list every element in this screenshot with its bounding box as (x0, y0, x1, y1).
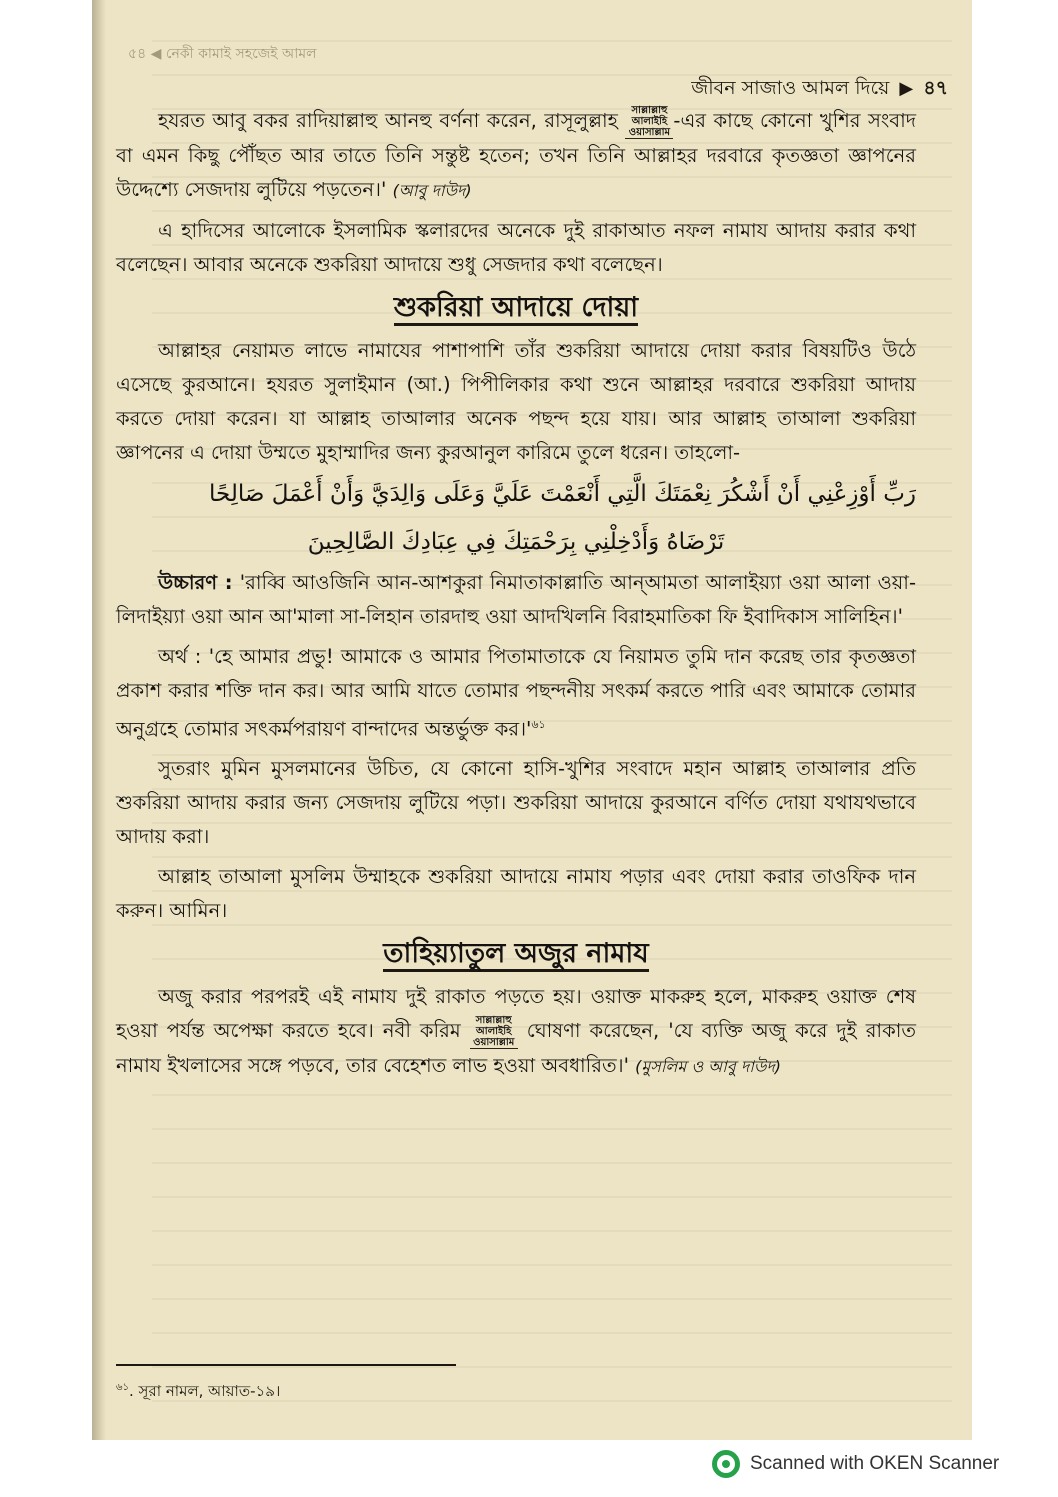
honorific-icon: সাল্লাল্লাহু আলাইহি ওয়াসাল্লাম (625, 105, 673, 139)
paragraph-text: অজু করার পরপরই এই নামায দুই রাকাত পড়তে হয়। ওয়াক্ত মাকরুহ হলে, মাকরুহ ওয়াক্ত শেষ হওয়া পর্যন্ত অপেক্ষা করতে হবে। নবী করিম (116, 985, 916, 1042)
pronunciation-text: 'রাব্বি আওজিনি আন-আশকুরা নিমাতাকাল্লাতি আন্‌আমতা আলাইয়্যা ওয়া আলা ওয়া-লিদাইয়্যা ওয়া আন আ'মালা সা-লিহান তারদাহু ওয়া আদখিলনি বিরাহমাতিকা ফি ইবাদিকাস সালিহিন।' (116, 570, 916, 628)
scanner-watermark (712, 1448, 999, 1480)
book-page (92, 0, 972, 1440)
paragraph-conclusion: সুতরাং মুমিন মুসলমানের উচিত, যে কোনো হাসি-খুশির সংবাদে মহান আল্লাহ তাআলার প্রতি শুকরিয়া আদায় করার জন্য সেজদায় লুটিয়ে পড়া। শুকরিয়া আদায়ে কুরআনে বর্ণিত দোয়া যথাযথভাবে আদায় করা। (116, 757, 916, 848)
paragraph-prayer: আল্লাহ তাআলা মুসলিম উম্মাহকে শুকরিয়া আদায়ে নামায পড়ার এবং দোয়া করার তাওফিক দান করুন। আমিন। (116, 865, 916, 922)
paragraph-wudu (116, 980, 916, 1084)
page-number: ৪৭ (923, 77, 948, 99)
paragraph-text: ঘোষণা করেছেন, 'যে ব্যক্তি অজু করে দুই রাকাত নামায ইখলাসের সঙ্গে পড়বে, তার বেহেশত লাভ হওয়া অবধারিত।' (116, 1019, 917, 1077)
page-gutter-shadow (92, 0, 106, 1440)
footnote-marker: ৬১ (531, 717, 546, 731)
paragraph-meaning (116, 640, 916, 747)
arrow-icon: ▶ (899, 78, 914, 99)
scanner-watermark-text: Scanned with OKEN Scanner (750, 1453, 1000, 1474)
paragraph-text: হযরত আবু বকর রাদিয়াল্লাহু আনহু বর্ণনা করেন, রাসূলুল্লাহ (158, 109, 618, 132)
pronunciation-label: উচ্চারণ : (158, 570, 233, 594)
arabic-verse-line-2: تَرْضَاهُ وَأَدْخِلْنِي بِرَحْمَتِكَ فِي عِبَادِكَ الصَّالِحِينَ (307, 528, 725, 555)
reference-citation: (মুসলিম ও আবু দাউদ) (635, 1056, 781, 1076)
footnote-number: ৬১ (116, 1382, 129, 1393)
section-heading (116, 288, 916, 328)
paragraph-pronunciation (116, 566, 916, 634)
footnote-divider (116, 1364, 456, 1366)
meaning-label: অর্থ : (158, 644, 202, 668)
honorific-icon: সাল্লাল্লাহু আলাইহি ওয়াসাল্লাম (470, 1015, 518, 1049)
heading-text: শুকরিয়া আদায়ে দোয়া (394, 292, 638, 326)
paragraph-scholars: এ হাদিসের আলোকে ইসলামিক স্কলারদের অনেকে দুই রাকাআত নফল নামায আদায় করার কথা বলেছেন। আবার অনেকে শুকরিয়া আদায়ে শুধু সেজদার কথা বলেছেন। (116, 218, 916, 276)
scanner-logo-icon (712, 1450, 740, 1478)
reference-citation: (আবু দাউদ) (392, 180, 472, 200)
ghost-header-text: ৫৪ ◀ নেকী কামাই সহজেই আমল (128, 46, 317, 62)
running-title: জীবন সাজাও আমল দিয়ে (691, 77, 890, 99)
footnote-text: . সূরা নামল, আয়াত-১৯। (129, 1382, 281, 1400)
meaning-text: 'হে আমার প্রভু! আমাকে ও আমার পিতামাতাকে যে নিয়ামত তুমি দান করেছ তার কৃতজ্ঞতা প্রকাশ করার শক্তি দান কর। আর আমি যাতে তোমার পছন্দনীয় সৎকর্ম করতে পারি এবং আমাকে তোমার অনুগ্রহে তোমার সৎকর্মপরায়ণ বান্দাদের অন্তর্ভুক্ত কর।' (116, 644, 916, 740)
heading-text: তাহিয়্যাতুল অজুর নামায (383, 938, 648, 972)
page-content (116, 104, 916, 1084)
arabic-verse-line-1: رَبِّ أَوْزِعْنِي أَنْ أَشْكُرَ نِعْمَتَكَ الَّتِي أَنْعَمْتَ عَلَيَّ وَعَلَى وَالِدَيَّ وَأَنْ أَعْمَلَ صَالِحًا (209, 480, 916, 507)
paragraph-dua-intro: আল্লাহর নেয়ামত লাভে নামাযের পাশাপাশি তাঁর শুকরিয়া আদায়ে দোয়া করার বিষয়টিও উঠে এসেছে কুরআনে। হযরত সুলাইমান (আ.) পিপীলিকার কথা শুনে আল্লাহর দরবারে শুকরিয়া আদায় করতে দোয়া করেন। যা আল্লাহ তাআলার অনেক পছন্দ হয়ে যায়। আর আল্লাহ তাআলা শুকরিয়া জ্ঞাপনের এ দোয়া উম্মতে মুহাম্মাদির জন্য কুরআনুল কারিমে তুলে ধরেন। তাহলো- (116, 338, 916, 464)
paragraph-text: -এর কাছে কোনো খুশির সংবাদ বা এমন কিছু পৌঁছত আর তাতে তিনি সন্তুষ্ট হতেন; তখন তিনি আল্লাহর দরবারে কৃতজ্ঞতা জ্ঞাপনের উদ্দেশ্যে সেজদায় লুটিয়ে পড়তেন।' (116, 109, 917, 201)
footnote (116, 1380, 280, 1405)
running-head (691, 74, 948, 106)
section-heading (116, 934, 916, 974)
paragraph-hadith (116, 104, 916, 208)
